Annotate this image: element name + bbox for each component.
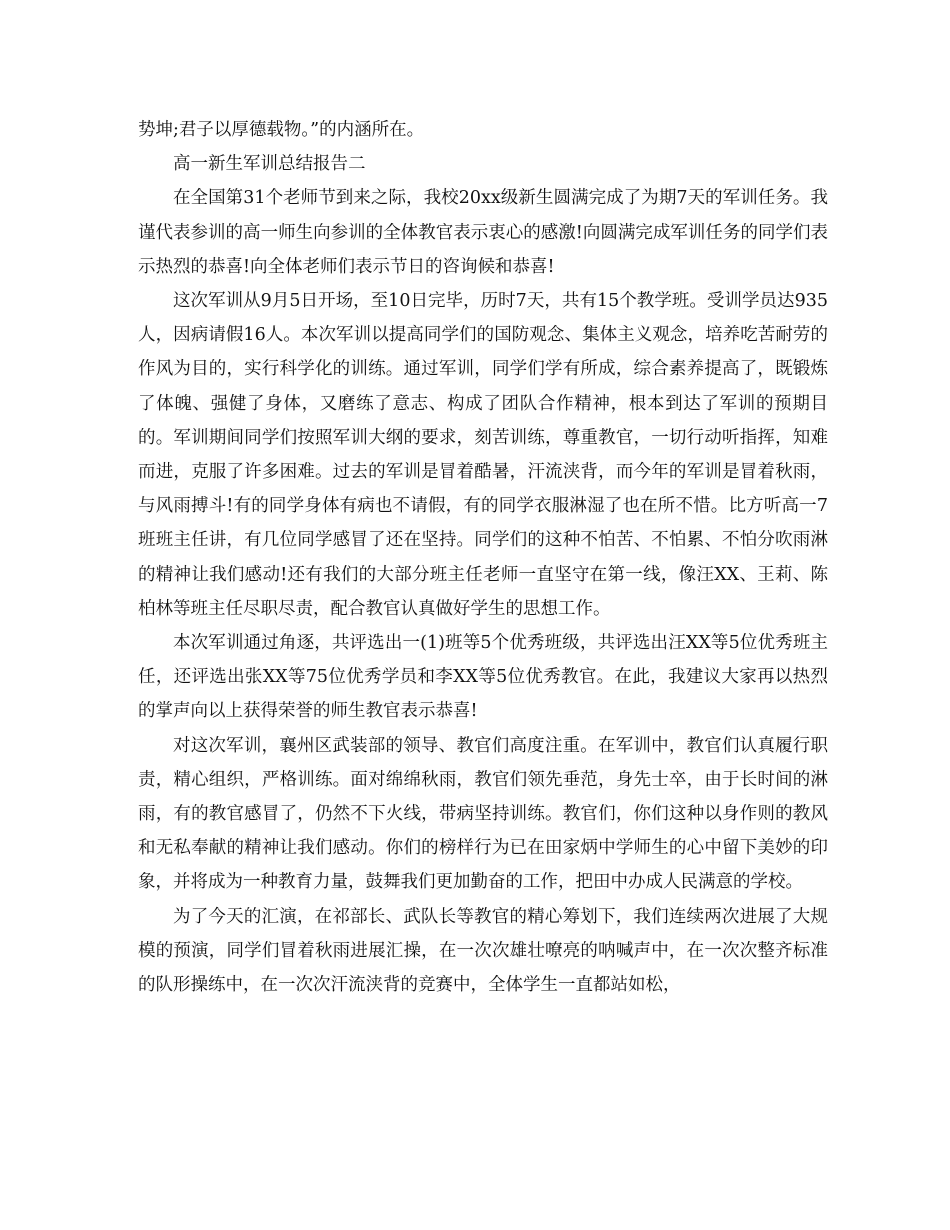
paragraph-continuation: 势坤;君子以厚德载物。”的内涵所在。 <box>138 120 425 140</box>
paragraph-awards: 本次军训通过角逐，共评选出一(1)班等5个优秀班级，共评选出汪XX等5位优秀班主任，还评选出张XX等75位优秀学员和李XX等5位优秀教官。在此，我建议大家再以热烈的掌声向以上获得荣誉的师生教官表示恭喜! <box>138 633 828 722</box>
document-body <box>138 113 828 1002</box>
paragraph-training-overview: 这次军训从9月5日开场，至10日完毕，历时7天，共有15个教学班。受训学员达935人，因病请假16人。本次军训以提高同学们的国防观念、集体主义观念，培养吃苦耐劳的作风为目的，实行科学化的训练。通过军训，同学们学有所成，综合素养提高了，既锻炼了体魄、强健了身体，又磨练了意志、构成了团队合作精神，根本到达了军训的预期目的。军训期间同学们按照军训大纲的要求，刻苦训练，尊重教官，一切行动听指挥，知难而进，克服了许多困难。过去的军训是冒着酷暑，汗流浃背，而今年的军训是冒着秋雨，与风雨搏斗!有的同学身体有病也不请假，有的同学衣服淋湿了也在所不惜。比方听高一7班班主任讲，有几位同学感冒了还在坚持。同学们的这种不怕苦、不怕累、不怕分吹雨淋的精神让我们感动!还有我们的大部分班主任老师一直坚守在第一线，像汪XX、王莉、陈柏林等班主任尽职尽责，配合教官认真做好学生的思想工作。 <box>138 291 828 619</box>
paragraph-instructors: 对这次军训，襄州区武装部的领导、教官们高度注重。在军训中，教官们认真履行职责，精心组织，严格训练。面对绵绵秋雨，教官们领先垂范，身先士卒，由于长时间的淋雨，有的教官感冒了，仍然不下火线，带病坚持训练。教官们，你们这种以身作则的教风和无私奉献的精神让我们感动。你们的榜样行为已在田家炳中学师生的心中留下美妙的印象，并将成为一种教育力量，鼓舞我们更加勤奋的工作，把田中办成人民满意的学校。 <box>138 735 828 893</box>
section-heading: 高一新生军训总结报告二 <box>173 154 366 175</box>
paragraph-intro: 在全国第31个老师节到来之际，我校20xx级新生圆满完成了为期7天的军训任务。我谨代表参训的高一师生向参训的全体教官表示衷心的感激!向圆满完成军训任务的同学们表示热烈的恭喜!向全体老师们表示节日的咨询候和恭喜! <box>138 188 828 277</box>
paragraph-performance: 为了今天的汇演，在祁部长、武队长等教官的精心筹划下，我们连续两次进展了大规模的预演，同学们冒着秋雨进展汇操，在一次次雄壮嘹亮的呐喊声中，在一次次整齐标准的队形操练中，在一次次汗流浃背的竞赛中，全体学生一直都站如松， <box>138 906 828 996</box>
